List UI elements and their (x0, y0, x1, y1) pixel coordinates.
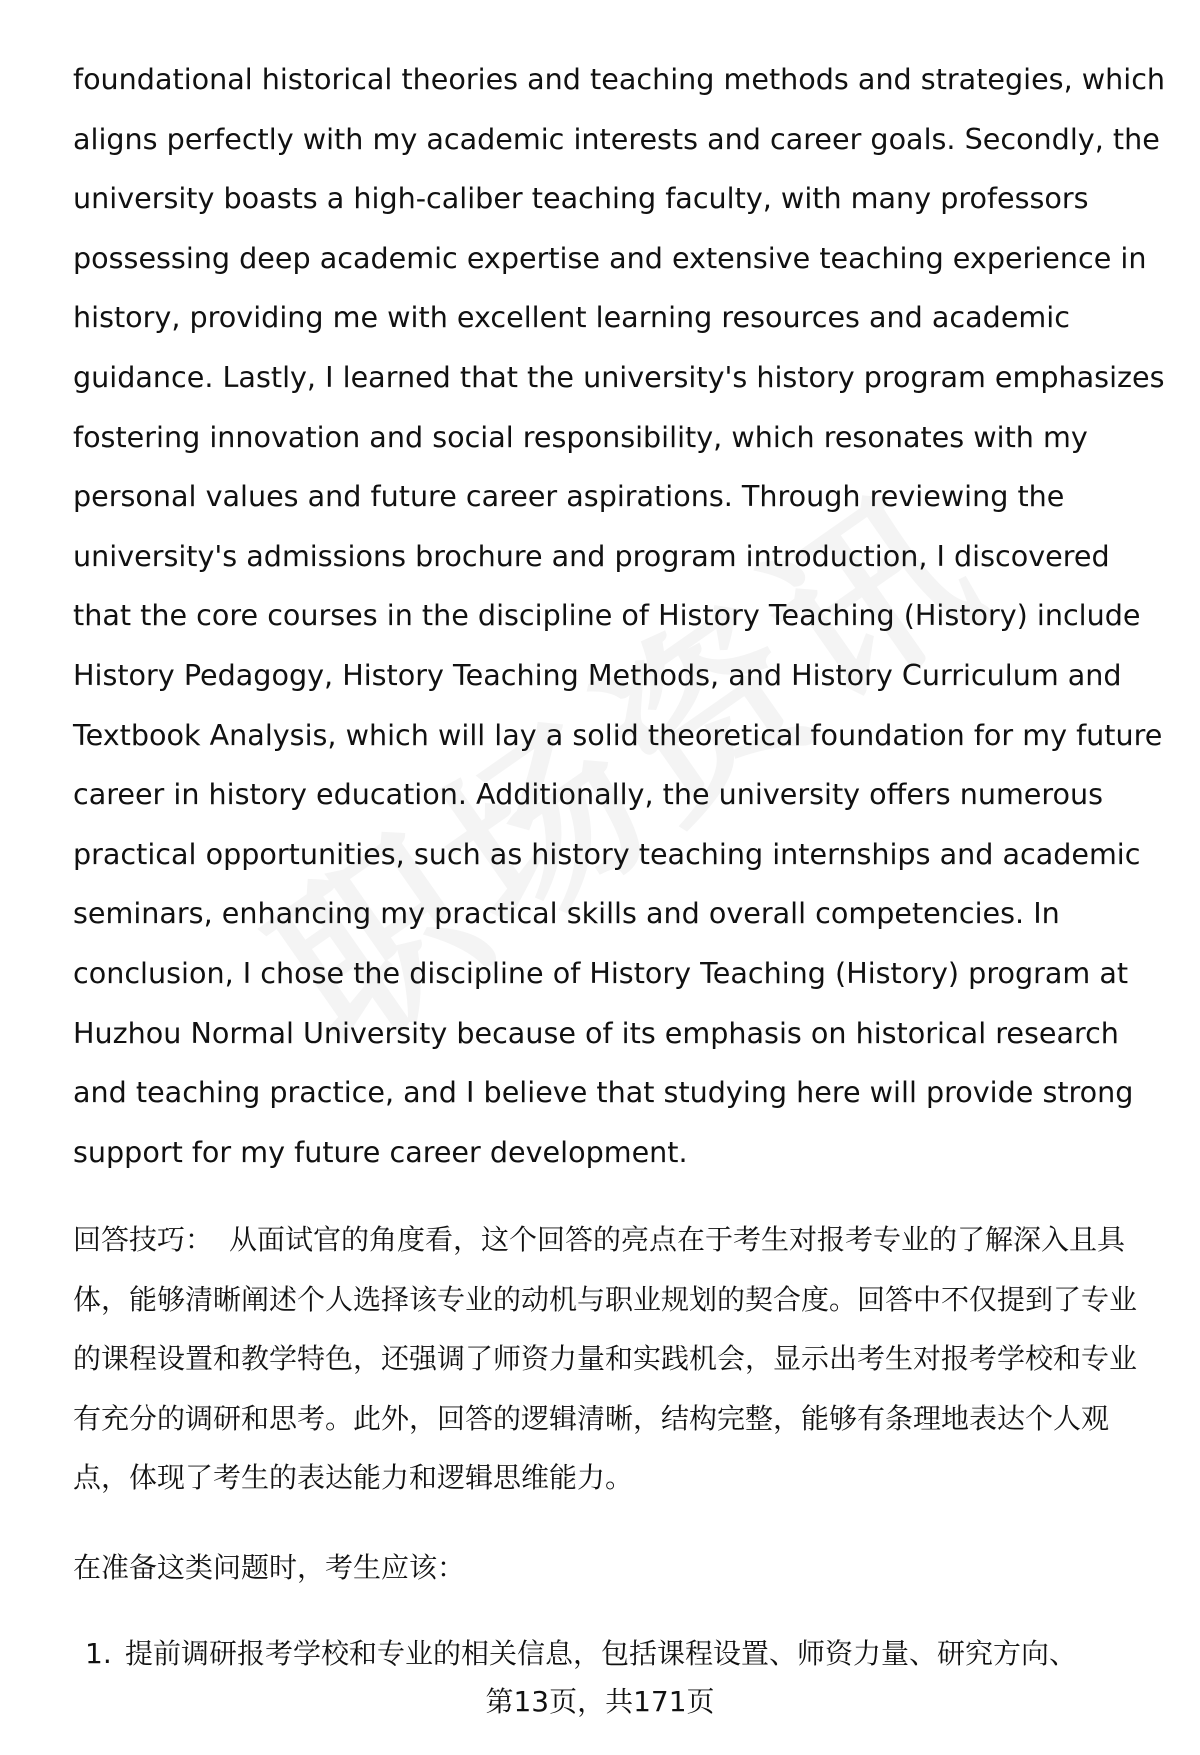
page-number: 第13页，共171页 (485, 1685, 715, 1718)
tips-paragraph (73, 1210, 1163, 1508)
prep-list (85, 1630, 1175, 1678)
tips-text: 从面试官的角度看，这个回答的亮点在于考生对报考专业的了解深入且具体，能够清晰阐述个人选择该专业的动机与职业规划的契合度。回答中不仅提到了专业的课程设置和教学特色，还强调了师资力量和实践机会，显示出考生对报考学校和专业有充分的调研和思考。此外，回答的逻辑清晰，结构完整，能够有条理地表达个人观点，体现了考生的表达能力和逻辑思维能力。 (73, 1223, 1138, 1494)
list-item-number: 1. (85, 1637, 112, 1670)
list-item (85, 1630, 1175, 1678)
prep-intro: 在准备这类问题时，考生应该： (73, 1551, 466, 1584)
tips-label: 回答技巧： (73, 1223, 214, 1256)
list-item-text: 提前调研报考学校和专业的相关信息，包括课程设置、师资力量、研究方向、 (125, 1637, 1078, 1670)
answer-paragraph: foundational historical theories and teaching methods and strategies, which aligns perfectly with my academic interests and career goals. Secondly, the university boasts a high-caliber teaching faculty, with many professors possessing deep academic expertise and extensive teaching experience in history, providing me with excellent learning resources and academic guidance. Lastly, I learned that the university's history program emphasizes fostering innovation and social responsibility, which resonates with my personal values and future career aspirations. Through reviewing the university's admissions brochure and program introduction, I discovered that the core courses in the discipline of History Teaching (History) include History Pedagogy, History Teaching Methods, and History Curriculum and Textbook Analysis, which will lay a solid theoretical foundation for my future career in history education. Additionally, the university offers numerous practical opportunities, such as history teaching internships and academic seminars, enhancing my practical skills and overall competencies. In conclusion, I chose the discipline of History Teaching (History) program at Huzhou Normal University because of its emphasis on historical research and teaching practice, and I believe that studying here will provide strong support for my future career development. (73, 62, 1166, 1169)
